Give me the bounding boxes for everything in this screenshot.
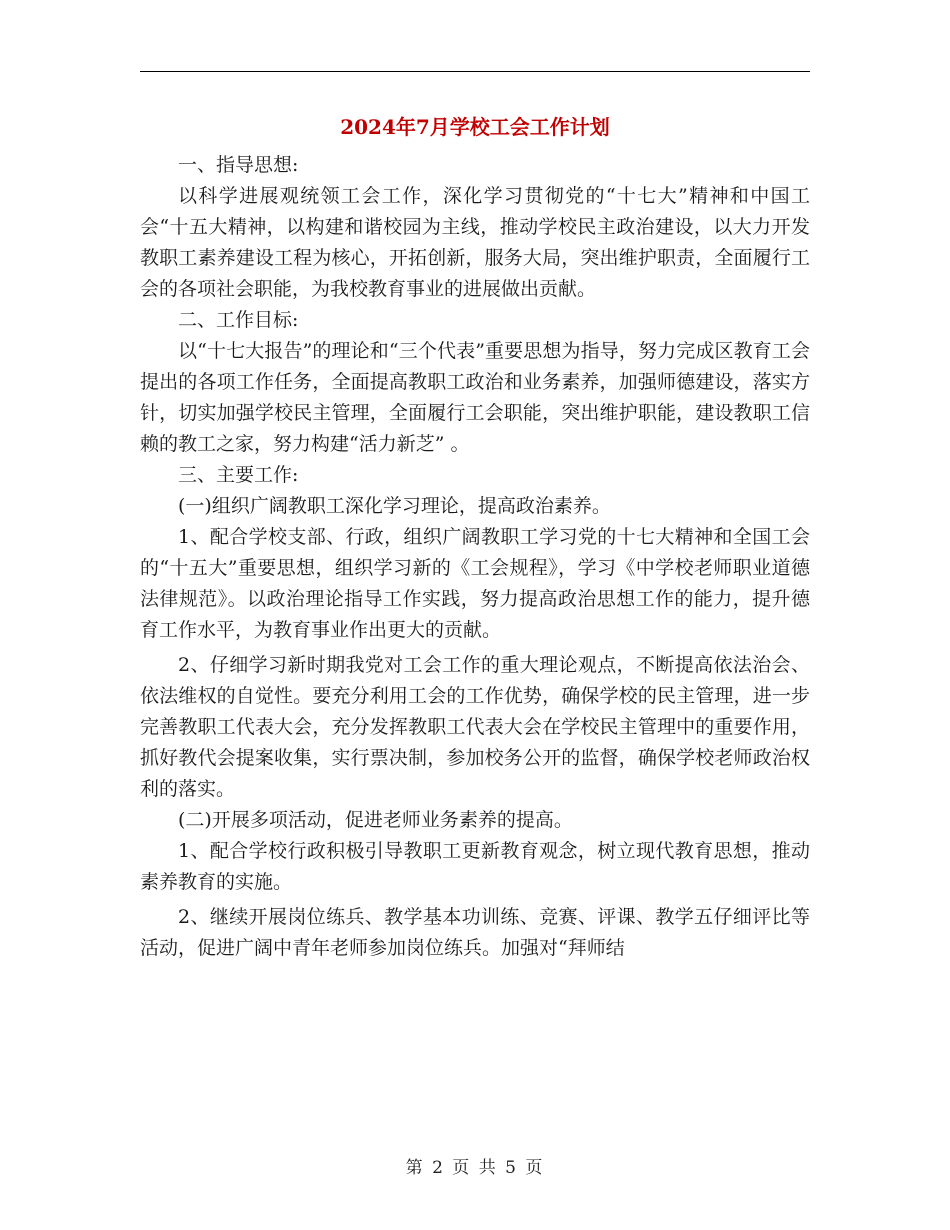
paragraph-work-goals: 以“十七大报告”的理论和“三个代表”重要思想为指导，努力完成区教育工会提出的各项工作任务，全面提高教职工政治和业务素养，加强师德建设，落实方针，切实加强学校民主管理，全面履行工会职能，突出维护职能，建设教职工信赖的教工之家，努力构建“活力新芝” 。 xyxy=(140,340,810,455)
page-indicator: 第 2 页 共 5 页 xyxy=(405,1158,545,1178)
subsection-heading-2: (二)开展多项活动，促进老师业务素养的提高。 xyxy=(178,809,573,831)
list-item-2-1: 1、配合学校行政积极引导教职工更新教育观念，树立现代教育思想，推动素养教育的实施。 xyxy=(140,840,810,893)
header-rule xyxy=(140,71,810,72)
section-heading-work-goals: 二、工作目标: xyxy=(178,309,299,331)
list-item-1-1: 1、配合学校支部、行政，组织广阔教职工学习党的十七大精神和全国工会的“十五大”重要思想，组织学习新的《工会规程》，学习《中学校老师职业道德法律规范》。以政治理论指导工作实践，努力提高政治思想工作的能力，提升德育工作水平，为教育事业作出更大的贡献。 xyxy=(140,526,810,641)
section-heading-main-work: 三、主要工作: xyxy=(178,464,299,486)
document-body xyxy=(140,150,810,964)
subsection-heading-1: (一)组织广阔教职工深化学习理论，提高政治素养。 xyxy=(178,495,611,517)
document-title: 2024年7月学校工会工作计划 xyxy=(340,115,610,139)
section-heading-guiding-ideology: 一、指导思想: xyxy=(178,154,299,176)
list-item-2-2: 2、继续开展岗位练兵、教学基本功训练、竞赛、评课、教学五仔细评比等活动，促进广阔中青年老师参加岗位练兵。加强对“拜师结 xyxy=(140,906,810,959)
paragraph-guiding-ideology: 以科学进展观统领工会工作，深化学习贯彻党的“十七大”精神和中国工会“十五大精神，以构建和谐校园为主线，推动学校民主政治建设，以大力开发教职工素养建设工程为核心，开拓创新，服务大局，突出维护职责，全面履行工会的各项社会职能，为我校教育事业的进展做出贡献。 xyxy=(140,185,810,300)
list-item-1-2: 2、仔细学习新时期我党对工会工作的重大理论观点，不断提高依法治会、依法维权的自觉性。要充分利用工会的工作优势，确保学校的民主管理，进一步完善教职工代表大会，充分发挥教职工代表大会在学校民主管理中的重要作用，抓好教代会提案收集，实行票决制，参加校务公开的监督，确保学校老师政治权利的落实。 xyxy=(140,654,810,800)
